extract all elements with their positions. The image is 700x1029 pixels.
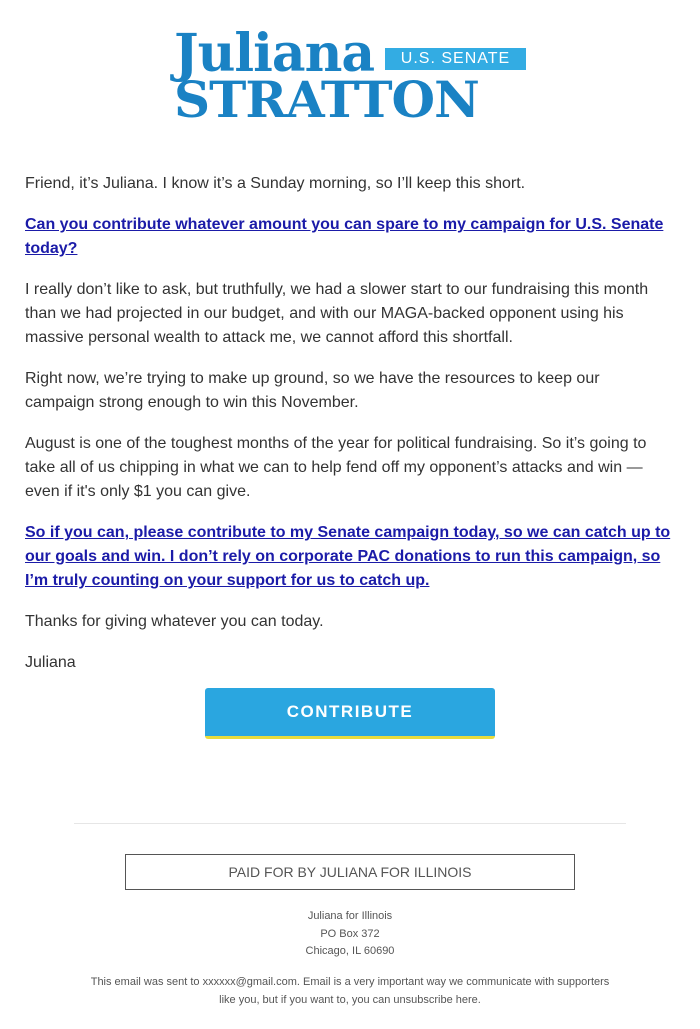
address-line: Chicago, IL 60690 <box>305 945 395 957</box>
ask-paragraph-1 <box>25 213 673 261</box>
intro-paragraph: Friend, it’s Juliana. I know it’s a Sunday morning, so I’ll keep this short. <box>25 175 526 192</box>
mailing-address <box>0 908 700 961</box>
body-paragraph-2: Right now, we’re trying to make up ground, so we have the resources to keep our campaign strong enough to win this November. <box>25 370 600 411</box>
paid-for-disclaimer: PAID FOR BY JULIANA FOR ILLINOIS <box>125 854 575 890</box>
contribute-link-1[interactable]: Can you contribute whatever amount you can spare to my campaign for U.S. Senate today? <box>25 216 664 257</box>
notice-end: . <box>477 994 481 1006</box>
ask-paragraph-2 <box>25 521 673 593</box>
contribute-link-2[interactable]: So if you can, please contribute to my Senate campaign today, so we can catch up to our goals and win. I don’t rely on corporate PAC donations to run this campaign, so I’m truly counting on your support for us to catch up. <box>25 524 671 589</box>
notice-prefix: This email was sent to <box>90 976 203 988</box>
closing-paragraph: Thanks for giving whatever you can today. <box>25 613 324 630</box>
logo-first-name: Juliana <box>174 23 375 84</box>
campaign-logo <box>174 23 530 130</box>
body-paragraph-1: I really don’t like to ask, but truthfully, we had a slower start to our fundraising this month than we had projected in our budget, and with our MAGA-backed opponent using his massive personal wealth to attack me, we cannot afford this shortfall. <box>25 281 649 346</box>
address-line: PO Box 372 <box>320 927 380 940</box>
logo-last-name: STRATTON <box>174 70 479 129</box>
address-line: Juliana for Illinois <box>307 910 393 922</box>
email-body <box>25 172 673 692</box>
unsubscribe-link[interactable]: unsubscribe here <box>393 994 478 1006</box>
signature: Juliana <box>25 654 76 671</box>
footer-divider <box>74 823 626 824</box>
email-notice <box>90 973 610 1009</box>
contribute-button[interactable]: CONTRIBUTE <box>205 688 495 739</box>
notice-suffix: . Email is a very important way we communicate with supporters like you, but if you want to, you can <box>219 976 610 1006</box>
body-paragraph-3: August is one of the toughest months of the year for political fundraising. So it’s going to take all of us chipping in what we can to help fend off my opponent’s attacks and win — even if it's only $1 you can give. <box>25 435 647 500</box>
logo-senate-tag: U.S. SENATE <box>385 48 526 70</box>
recipient-email: xxxxxx@gmail.com <box>202 976 297 988</box>
